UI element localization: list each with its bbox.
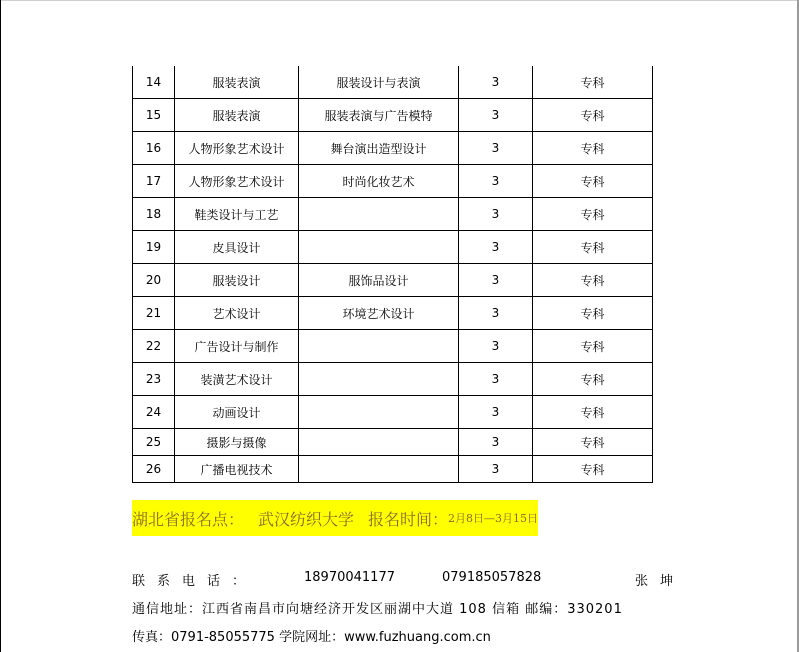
study-years-cell: 3 [459,363,533,396]
table-row [133,264,653,297]
study-years-cell: 3 [459,231,533,264]
table-row [133,231,653,264]
table-row [133,456,653,483]
table-row [133,132,653,165]
major-name-cell: 装潢艺术设计 [175,363,299,396]
major-name-cell: 人物形象艺术设计 [175,165,299,198]
major-name-cell: 服装设计 [175,264,299,297]
contact-phone-line [132,570,688,588]
study-years-cell: 3 [459,99,533,132]
study-years-cell: 3 [459,396,533,429]
phone-number-1: 18970041177 [304,570,395,585]
study-years-cell: 3 [459,198,533,231]
row-number-cell: 26 [133,456,175,483]
phone-number-2: 079185057828 [442,570,542,585]
major-name-cell: 服装表演 [175,66,299,99]
study-years-cell: 3 [459,66,533,99]
contact-person: 张坤 [635,574,686,589]
row-number-cell: 19 [133,231,175,264]
education-level-cell: 专科 [533,198,653,231]
education-level-cell: 专科 [533,99,653,132]
study-years-cell: 3 [459,165,533,198]
row-number-cell: 25 [133,429,175,456]
education-level-cell: 专科 [533,396,653,429]
table-row [133,297,653,330]
table-row [133,363,653,396]
education-level-cell: 专科 [533,66,653,99]
table-row [133,99,653,132]
row-number-cell: 20 [133,264,175,297]
major-name-cell: 服装表演 [175,99,299,132]
major-name-cell: 广告设计与制作 [175,330,299,363]
education-level-cell: 专科 [533,231,653,264]
major-direction-cell: 服装表演与广告模特 [299,99,459,132]
major-direction-cell: 舞台演出造型设计 [299,132,459,165]
major-direction-cell [299,330,459,363]
major-direction-cell [299,363,459,396]
major-direction-cell: 时尚化妆艺术 [299,165,459,198]
row-number-cell: 18 [133,198,175,231]
table-row [133,66,653,99]
row-number-cell: 22 [133,330,175,363]
notice-time-value: 2月8日—3月15日 [448,512,539,525]
major-direction-cell [299,396,459,429]
major-direction-cell [299,429,459,456]
row-number-cell: 14 [133,66,175,99]
row-number-cell: 23 [133,363,175,396]
major-direction-cell [299,198,459,231]
study-years-cell: 3 [459,132,533,165]
majors-table [132,66,653,483]
education-level-cell: 专科 [533,132,653,165]
major-name-cell: 广播电视技术 [175,456,299,483]
row-number-cell: 24 [133,396,175,429]
table-row [133,330,653,363]
contact-address: 通信地址：江西省南昌市向塘经济开发区丽湖中大道 108 信箱 邮编：330201 [132,602,623,617]
major-direction-cell: 环境艺术设计 [299,297,459,330]
row-number-cell: 15 [133,99,175,132]
majors-table-body [133,66,653,483]
notice-school: 武汉纺织大学 [258,509,355,529]
table-row [133,429,653,456]
study-years-cell: 3 [459,330,533,363]
notice-time-label: 报名时间： [368,509,449,529]
table-row [133,165,653,198]
table-row [133,396,653,429]
education-level-cell: 专科 [533,429,653,456]
page-top-edge [0,0,799,1]
major-direction-cell [299,231,459,264]
study-years-cell: 3 [459,297,533,330]
study-years-cell: 3 [459,456,533,483]
table-row [133,198,653,231]
page-left-border [0,0,1,652]
row-number-cell: 21 [133,297,175,330]
study-years-cell: 3 [459,429,533,456]
phone-label: 联系电话： [132,574,258,589]
major-name-cell: 摄影与摄像 [175,429,299,456]
major-direction-cell [299,456,459,483]
education-level-cell: 专科 [533,297,653,330]
row-number-cell: 16 [133,132,175,165]
contact-fax-website: 传真：0791-85055775 学院网址：www.fuzhuang.com.cn [132,630,491,645]
row-number-cell: 17 [133,165,175,198]
major-name-cell: 艺术设计 [175,297,299,330]
notice-label: 湖北省报名点： [132,509,245,529]
education-level-cell: 专科 [533,456,653,483]
registration-notice [132,500,538,536]
education-level-cell: 专科 [533,363,653,396]
education-level-cell: 专科 [533,165,653,198]
study-years-cell: 3 [459,264,533,297]
major-name-cell: 鞋类设计与工艺 [175,198,299,231]
major-direction-cell: 服装设计与表演 [299,66,459,99]
education-level-cell: 专科 [533,264,653,297]
major-direction-cell: 服饰品设计 [299,264,459,297]
education-level-cell: 专科 [533,330,653,363]
major-name-cell: 皮具设计 [175,231,299,264]
major-name-cell: 人物形象艺术设计 [175,132,299,165]
major-name-cell: 动画设计 [175,396,299,429]
